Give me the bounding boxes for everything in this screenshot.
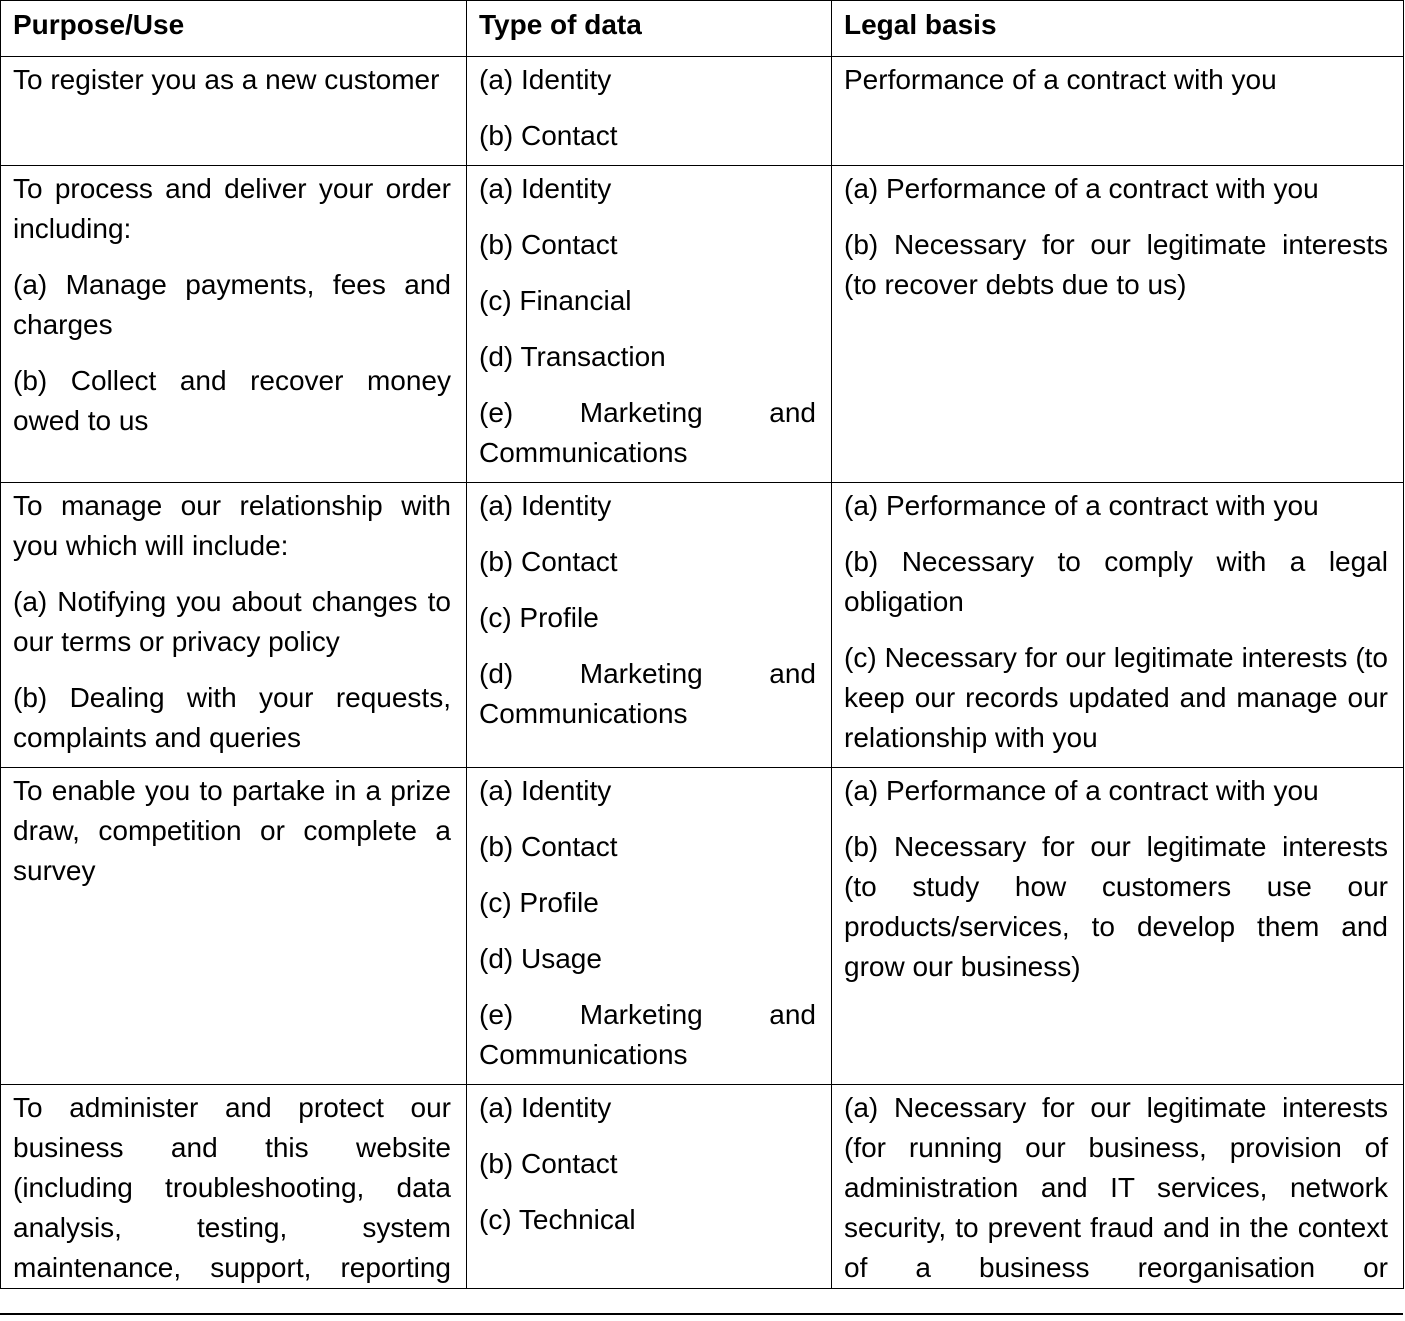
legal-basis-cell xyxy=(832,166,1404,483)
data-type-item: (d) Usage xyxy=(479,943,602,974)
page-cutoff xyxy=(0,1314,1405,1321)
data-type-item: (d) Transaction xyxy=(479,341,666,372)
purpose-text: To enable you to partake in a prize draw, competition or complete a survey xyxy=(13,775,451,886)
purpose-text: (b) Collect and recover money owed to us xyxy=(13,365,451,436)
table-bottom-border xyxy=(0,1313,1403,1315)
purpose-text: To administer and protect our business and this website (including troubleshooting, data analysis, testing, system maintenance, support, reporting xyxy=(13,1092,451,1283)
table-row xyxy=(1,166,1404,483)
legal-basis-text: (a) Performance of a contract with you xyxy=(844,173,1319,204)
data-type-cell xyxy=(467,57,832,166)
data-type-item: (e) Marketing and Communications xyxy=(479,999,816,1070)
data-type-item: (d) Marketing and Communications xyxy=(479,658,816,729)
purpose-text: (b) Dealing with your requests, complaints and queries xyxy=(13,682,451,753)
data-type-cell xyxy=(467,166,832,483)
data-type-cell xyxy=(467,768,832,1085)
purpose-text: To process and deliver your order including: xyxy=(13,173,451,244)
table-row xyxy=(1,1085,1404,1289)
purpose-text: (a) Manage payments, fees and charges xyxy=(13,269,451,340)
purpose-cell xyxy=(1,1085,467,1289)
legal-basis-text: (a) Necessary for our legitimate interests (for running our business, provision of administration and IT services, network security, to prevent fraud and in the context of a business reorganisation or xyxy=(844,1092,1388,1283)
data-type-item: (c) Profile xyxy=(479,602,599,633)
data-type-item: (c) Financial xyxy=(479,285,632,316)
data-type-item: (b) Contact xyxy=(479,831,618,862)
purpose-cell xyxy=(1,166,467,483)
legal-basis-cell xyxy=(832,57,1404,166)
legal-basis-cell xyxy=(832,483,1404,768)
header-legal-basis: Legal basis xyxy=(832,1,1404,57)
data-type-item: (a) Identity xyxy=(479,1092,612,1123)
purpose-text: (a) Notifying you about changes to our terms or privacy policy xyxy=(13,586,451,657)
table-row xyxy=(1,768,1404,1085)
purpose-text: To register you as a new customer xyxy=(13,64,440,95)
legal-basis-text: (b) Necessary to comply with a legal obligation xyxy=(844,546,1388,617)
table-row xyxy=(1,483,1404,768)
header-type-of-data: Type of data xyxy=(467,1,832,57)
header-row xyxy=(1,1,1404,57)
data-type-item: (b) Contact xyxy=(479,546,618,577)
data-type-item: (a) Identity xyxy=(479,490,612,521)
legal-basis-cell xyxy=(832,1085,1404,1289)
data-type-item: (c) Technical xyxy=(479,1204,636,1235)
header-purpose: Purpose/Use xyxy=(1,1,467,57)
data-type-cell xyxy=(467,483,832,768)
purpose-cell xyxy=(1,768,467,1085)
legal-basis-cell xyxy=(832,768,1404,1085)
data-type-item: (b) Contact xyxy=(479,120,618,151)
data-type-item: (e) Marketing and Communications xyxy=(479,397,816,468)
table-row xyxy=(1,57,1404,166)
purpose-text: To manage our relationship with you which will include: xyxy=(13,490,451,561)
data-type-item: (a) Identity xyxy=(479,64,612,95)
purpose-cell xyxy=(1,483,467,768)
legal-basis-text: (a) Performance of a contract with you xyxy=(844,775,1319,806)
legal-basis-text: Performance of a contract with you xyxy=(844,64,1277,95)
data-type-item: (b) Contact xyxy=(479,229,618,260)
data-type-item: (a) Identity xyxy=(479,775,612,806)
legal-basis-text: (b) Necessary for our legitimate interests (to study how customers use our products/services, to develop them and grow our business) xyxy=(844,831,1388,982)
legal-basis-text: (b) Necessary for our legitimate interests (to recover debts due to us) xyxy=(844,229,1388,300)
data-type-item: (b) Contact xyxy=(479,1148,618,1179)
data-type-item: (a) Identity xyxy=(479,173,612,204)
legal-basis-text: (c) Necessary for our legitimate interests (to keep our records updated and manage our relationship with you xyxy=(844,642,1388,753)
data-type-cell xyxy=(467,1085,832,1289)
legal-basis-text: (a) Performance of a contract with you xyxy=(844,490,1319,521)
data-type-item: (c) Profile xyxy=(479,887,599,918)
purpose-cell xyxy=(1,57,467,166)
